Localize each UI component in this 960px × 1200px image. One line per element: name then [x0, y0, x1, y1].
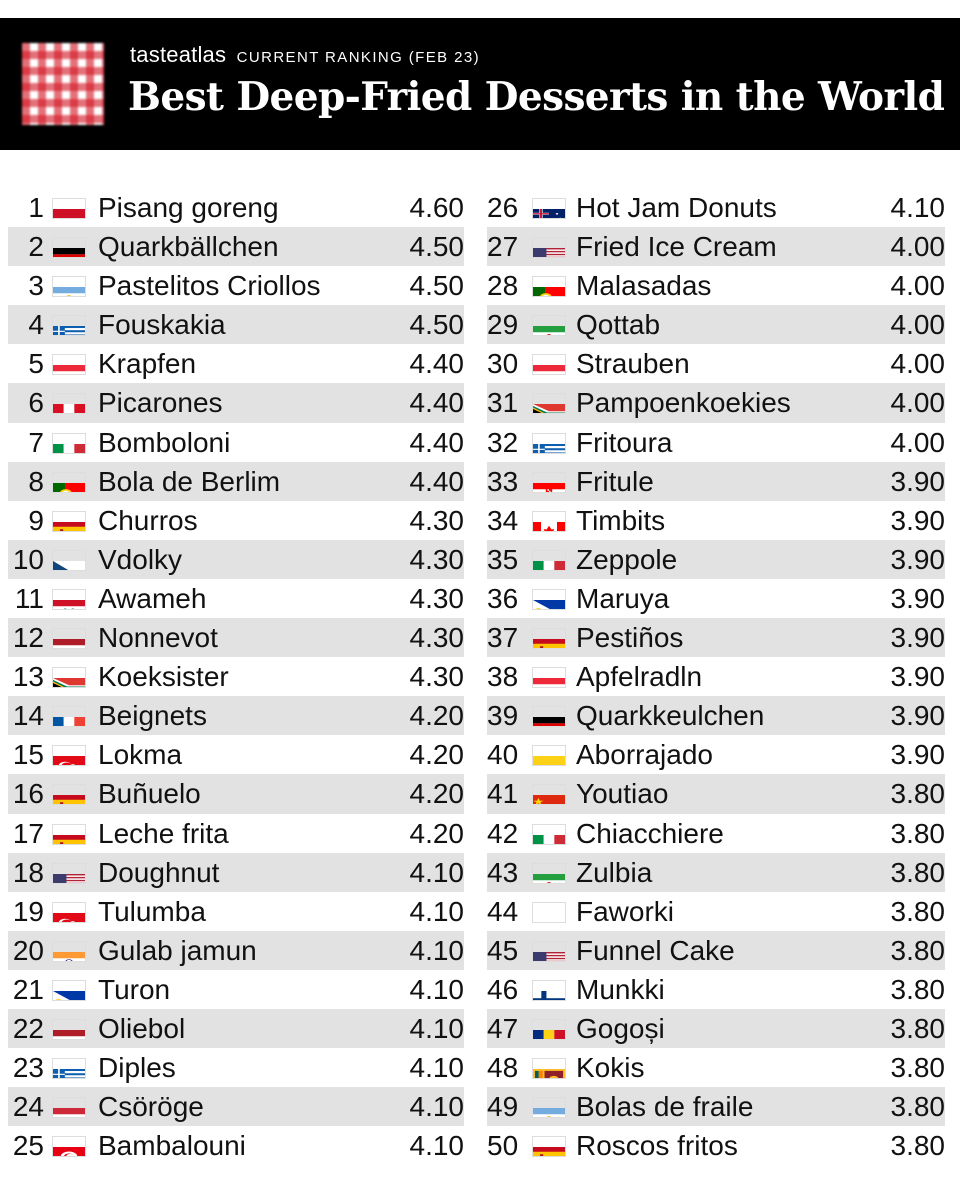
rating-score: 3.90: [890, 700, 945, 732]
dessert-name: Hot Jam Donuts: [576, 192, 777, 223]
dessert-name: Csöröge: [98, 1091, 204, 1123]
dessert-name: Pastelitos Criollos: [98, 270, 321, 302]
ranking-row: [8, 1087, 464, 1126]
rating-score: 3.90: [890, 739, 945, 771]
dessert-name: Diples: [98, 1052, 176, 1084]
ranking-row: [8, 383, 464, 422]
dessert-name: Maruya: [576, 582, 670, 614]
ranking-column-right: [487, 188, 945, 1165]
dessert-name: Timbits: [576, 504, 666, 536]
hungary-flag-icon: [52, 1097, 86, 1118]
dessert-name: Chiacchiere: [576, 817, 724, 849]
rank-number: 13: [12, 661, 44, 693]
rating-score: 3.80: [890, 778, 945, 810]
tasteatlas-checkered-logo: [22, 43, 104, 125]
rating-score: 3.90: [890, 582, 945, 614]
netherlands-flag-icon: [52, 628, 86, 649]
dessert-name: Pestiños: [576, 622, 684, 654]
poland-flag-icon: [532, 902, 566, 923]
rank-number: 27: [487, 231, 519, 263]
rank-number: 42: [487, 817, 519, 849]
brand-name: tasteatlas: [130, 42, 227, 67]
ranking-row: [487, 579, 945, 618]
rating-score: 4.20: [409, 778, 464, 810]
rank-number: 46: [487, 973, 519, 1005]
south-africa-flag-icon: [532, 393, 566, 414]
rating-score: 3.80: [890, 1091, 945, 1123]
dessert-name: Roscos fritos: [576, 1130, 738, 1162]
dessert-name: Buñuelo: [98, 778, 201, 810]
dessert-name: Pampoenkoekies: [576, 387, 791, 419]
rank-number: 33: [487, 465, 519, 497]
rating-score: 4.50: [409, 309, 464, 341]
dessert-name: Apfelradln: [576, 661, 703, 693]
ranking-row: [8, 853, 464, 892]
ranking-row: [487, 618, 945, 657]
rank-number: 37: [487, 622, 519, 654]
rank-number: 40: [487, 739, 519, 771]
rank-number: 18: [12, 856, 44, 888]
dessert-name: Fouskakia: [98, 309, 226, 341]
rating-score: 4.50: [409, 270, 464, 302]
ranking-row: [8, 657, 464, 696]
rank-number: 23: [12, 1052, 44, 1084]
ranking-row: [8, 1009, 464, 1048]
italy-flag-icon: [532, 550, 566, 571]
ranking-row: [8, 305, 464, 344]
rank-number: 22: [12, 1012, 44, 1044]
tunisia-flag-icon: [52, 1136, 86, 1157]
dessert-name: Picarones: [98, 387, 223, 419]
austria-flag-icon: [532, 354, 566, 375]
page-title: Best Deep-Fried Desserts in the World: [128, 74, 945, 120]
rating-score: 4.60: [409, 192, 464, 223]
dessert-name: Zeppole: [576, 543, 678, 575]
usa-flag-icon: [52, 863, 86, 884]
germany-flag-icon: [532, 706, 566, 727]
philippines-flag-icon: [52, 980, 86, 1001]
rating-score: 4.10: [409, 1012, 464, 1044]
rank-number: 50: [487, 1130, 519, 1162]
rating-score: 4.00: [890, 426, 945, 458]
ranking-row: [8, 540, 464, 579]
rating-score: 4.00: [890, 387, 945, 419]
ranking-row: [487, 383, 945, 422]
ranking-row: [487, 1048, 945, 1087]
rank-number: 12: [12, 622, 44, 654]
rating-score: 3.80: [890, 895, 945, 927]
rating-score: 3.90: [890, 622, 945, 654]
ranking-row: [8, 1048, 464, 1087]
rank-number: 43: [487, 856, 519, 888]
rating-score: 4.10: [409, 1052, 464, 1084]
rating-score: 4.10: [409, 895, 464, 927]
rating-score: 4.00: [890, 348, 945, 380]
ranking-row: [8, 970, 464, 1009]
portugal-flag-icon: [532, 276, 566, 297]
rating-score: 4.10: [409, 1130, 464, 1162]
rank-number: 47: [487, 1012, 519, 1044]
rating-score: 3.90: [890, 543, 945, 575]
spain-flag-icon: [52, 511, 86, 532]
rating-score: 3.80: [890, 1052, 945, 1084]
dessert-name: Krapfen: [98, 348, 197, 380]
rating-score: 4.30: [409, 543, 464, 575]
rank-number: 30: [487, 348, 519, 380]
rank-number: 39: [487, 700, 519, 732]
rating-score: 3.80: [890, 1012, 945, 1044]
rank-number: 32: [487, 426, 519, 458]
dessert-name: Fritule: [576, 465, 654, 497]
ranking-row: [487, 1126, 945, 1165]
rating-score: 4.20: [409, 817, 464, 849]
iran-flag-icon: [532, 315, 566, 336]
rating-score: 4.10: [890, 192, 945, 223]
rank-number: 19: [12, 895, 44, 927]
rank-number: 31: [487, 387, 519, 419]
rating-score: 4.10: [409, 934, 464, 966]
ranking-row: [487, 970, 945, 1009]
peru-flag-icon: [52, 393, 86, 414]
rank-number: 6: [28, 387, 44, 419]
dessert-name: Aborrajado: [576, 739, 713, 771]
rank-number: 16: [12, 778, 44, 810]
dessert-name: Munkki: [576, 973, 665, 1005]
ranking-row: [8, 774, 464, 813]
iran-flag-icon: [532, 863, 566, 884]
netherlands-flag-icon: [52, 1019, 86, 1040]
ranking-row: [8, 1126, 464, 1165]
rank-number: 38: [487, 661, 519, 693]
ranking-row: [487, 931, 945, 970]
rank-number: 4: [28, 309, 44, 341]
rating-score: 4.40: [409, 387, 464, 419]
rank-number: 24: [12, 1091, 44, 1123]
rating-score: 3.80: [890, 817, 945, 849]
czechia-flag-icon: [52, 550, 86, 571]
rank-number: 45: [487, 934, 519, 966]
italy-flag-icon: [52, 433, 86, 454]
rating-score: 4.10: [409, 856, 464, 888]
ranking-row: [8, 696, 464, 735]
spain-flag-icon: [52, 784, 86, 805]
france-flag-icon: [52, 706, 86, 727]
dessert-name: Bomboloni: [98, 426, 231, 458]
italy-flag-icon: [532, 824, 566, 845]
dessert-name: Bolas de fraile: [576, 1091, 754, 1123]
rating-score: 4.00: [890, 270, 945, 302]
rank-number: 1: [28, 192, 44, 223]
rating-score: 4.30: [409, 504, 464, 536]
dessert-name: Youtiao: [576, 778, 669, 810]
rank-number: 36: [487, 582, 519, 614]
ranking-row: [487, 266, 945, 305]
dessert-name: Strauben: [576, 348, 690, 380]
rating-score: 4.00: [890, 309, 945, 341]
china-flag-icon: [532, 784, 566, 805]
dessert-name: Funnel Cake: [576, 934, 735, 966]
rank-number: 8: [28, 465, 44, 497]
dessert-name: Bambalouni: [98, 1130, 246, 1162]
indonesia-flag-icon: [52, 198, 86, 219]
portugal-flag-icon: [52, 472, 86, 493]
rating-score: 3.80: [890, 934, 945, 966]
rank-number: 35: [487, 543, 519, 575]
ranking-row: [8, 344, 464, 383]
canada-flag-icon: [532, 511, 566, 532]
philippines-flag-icon: [532, 589, 566, 610]
dessert-name: Malasadas: [576, 270, 712, 302]
colombia-flag-icon: [532, 745, 566, 766]
rank-number: 2: [28, 231, 44, 263]
rating-score: 3.80: [890, 1130, 945, 1162]
ranking-row: [8, 931, 464, 970]
ranking-row: [487, 1087, 945, 1126]
germany-flag-icon: [52, 237, 86, 258]
argentina-flag-icon: [532, 1097, 566, 1118]
rank-number: 26: [487, 192, 519, 223]
ranking-subtitle: CURRENT RANKING (FEB 23): [236, 49, 480, 66]
rank-number: 44: [487, 895, 519, 927]
finland-flag-icon: [532, 980, 566, 1001]
croatia-flag-icon: [532, 472, 566, 493]
spain-flag-icon: [52, 824, 86, 845]
rating-score: 4.40: [409, 348, 464, 380]
dessert-name: Qottab: [576, 309, 661, 341]
rating-score: 4.40: [409, 426, 464, 458]
ranking-row: [487, 657, 945, 696]
usa-flag-icon: [532, 237, 566, 258]
rating-score: 4.10: [409, 1091, 464, 1123]
dessert-name: Kokis: [576, 1052, 645, 1084]
dessert-name: Turon: [98, 973, 171, 1005]
header-banner: [0, 18, 960, 150]
ranking-row: [8, 618, 464, 657]
dessert-name: Gulab jamun: [98, 934, 257, 966]
dessert-name: Fried Ice Cream: [576, 231, 777, 263]
ranking-row: [487, 814, 945, 853]
rank-number: 9: [28, 504, 44, 536]
ranking-row: [8, 735, 464, 774]
rating-score: 3.80: [890, 856, 945, 888]
ranking-row: [487, 344, 945, 383]
dessert-name: Vdolky: [98, 543, 183, 575]
sri-lanka-flag-icon: [532, 1058, 566, 1079]
rank-number: 41: [487, 778, 519, 810]
ranking-row: [487, 1009, 945, 1048]
rank-number: 11: [14, 582, 44, 614]
dessert-name: Pisang goreng: [98, 192, 279, 223]
dessert-name: Quarkbällchen: [98, 231, 279, 263]
ranking-row: [487, 540, 945, 579]
ranking-row: [8, 814, 464, 853]
rating-score: 4.30: [409, 582, 464, 614]
spain-flag-icon: [532, 1136, 566, 1157]
ranking-row: [8, 423, 464, 462]
rating-score: 4.40: [409, 465, 464, 497]
rating-score: 4.50: [409, 231, 464, 263]
ranking-row: [8, 227, 464, 266]
romania-flag-icon: [532, 1019, 566, 1040]
dessert-name: Bola de Berlim: [98, 465, 281, 497]
ranking-row: [487, 892, 945, 931]
ranking-row: [487, 227, 945, 266]
argentina-flag-icon: [52, 276, 86, 297]
syria-flag-icon: [52, 589, 86, 610]
rank-number: 14: [12, 700, 44, 732]
south-africa-flag-icon: [52, 667, 86, 688]
rating-score: 4.10: [409, 973, 464, 1005]
ranking-row: [487, 853, 945, 892]
dessert-name: Faworki: [576, 895, 675, 927]
rating-score: 3.80: [890, 973, 945, 1005]
greece-flag-icon: [52, 1058, 86, 1079]
rating-score: 4.20: [409, 700, 464, 732]
ranking-row: [487, 188, 945, 227]
dessert-name: Zulbia: [576, 856, 653, 888]
ranking-row: [487, 774, 945, 813]
turkey-flag-icon: [52, 902, 86, 923]
ranking-row: [487, 735, 945, 774]
greece-flag-icon: [52, 315, 86, 336]
dessert-name: Gogoși: [576, 1012, 665, 1044]
dessert-name: Fritoura: [576, 426, 673, 458]
rating-score: 3.90: [890, 504, 945, 536]
dessert-name: Doughnut: [98, 856, 220, 888]
rank-number: 28: [487, 270, 519, 302]
ranking-row: [8, 188, 464, 227]
rating-score: 3.90: [890, 465, 945, 497]
greece-flag-icon: [532, 433, 566, 454]
dessert-name: Lokma: [98, 739, 183, 771]
dessert-name: Leche frita: [98, 817, 229, 849]
rank-number: 21: [12, 973, 44, 1005]
ranking-row: [487, 462, 945, 501]
ranking-row: [8, 579, 464, 618]
dessert-name: Tulumba: [98, 895, 206, 927]
dessert-name: Koeksister: [98, 661, 229, 693]
rank-number: 10: [12, 543, 44, 575]
rating-score: 4.30: [409, 622, 464, 654]
ranking-column-left: [8, 188, 464, 1165]
ranking-row: [487, 501, 945, 540]
rating-score: 4.20: [409, 739, 464, 771]
rank-number: 49: [487, 1091, 519, 1123]
ranking-row: [487, 305, 945, 344]
rating-score: 3.90: [890, 661, 945, 693]
rating-score: 4.30: [409, 661, 464, 693]
rank-number: 17: [12, 817, 44, 849]
rank-number: 34: [487, 504, 519, 536]
rank-number: 20: [12, 934, 44, 966]
ranking-row: [8, 266, 464, 305]
ranking-row: [8, 501, 464, 540]
usa-flag-icon: [532, 941, 566, 962]
india-flag-icon: [52, 941, 86, 962]
dessert-name: Quarkkeulchen: [576, 700, 765, 732]
rank-number: 25: [12, 1130, 44, 1162]
rating-score: 4.00: [890, 231, 945, 263]
brand-line: [130, 42, 480, 68]
dessert-name: Churros: [98, 504, 198, 536]
austria-flag-icon: [532, 667, 566, 688]
rank-number: 29: [487, 309, 519, 341]
turkey-flag-icon: [52, 745, 86, 766]
rank-number: 48: [487, 1052, 519, 1084]
rank-number: 15: [12, 739, 44, 771]
australia-flag-icon: [532, 198, 566, 219]
ranking-row: [487, 696, 945, 735]
dessert-name: Oliebol: [98, 1012, 186, 1044]
dessert-name: Awameh: [98, 582, 207, 614]
ranking-row: [8, 462, 464, 501]
ranking-row: [487, 423, 945, 462]
ranking-row: [8, 892, 464, 931]
rank-number: 3: [28, 270, 44, 302]
dessert-name: Beignets: [98, 700, 207, 732]
spain-flag-icon: [532, 628, 566, 649]
rank-number: 7: [28, 426, 44, 458]
austria-flag-icon: [52, 354, 86, 375]
rank-number: 5: [28, 348, 44, 380]
dessert-name: Nonnevot: [98, 622, 218, 654]
